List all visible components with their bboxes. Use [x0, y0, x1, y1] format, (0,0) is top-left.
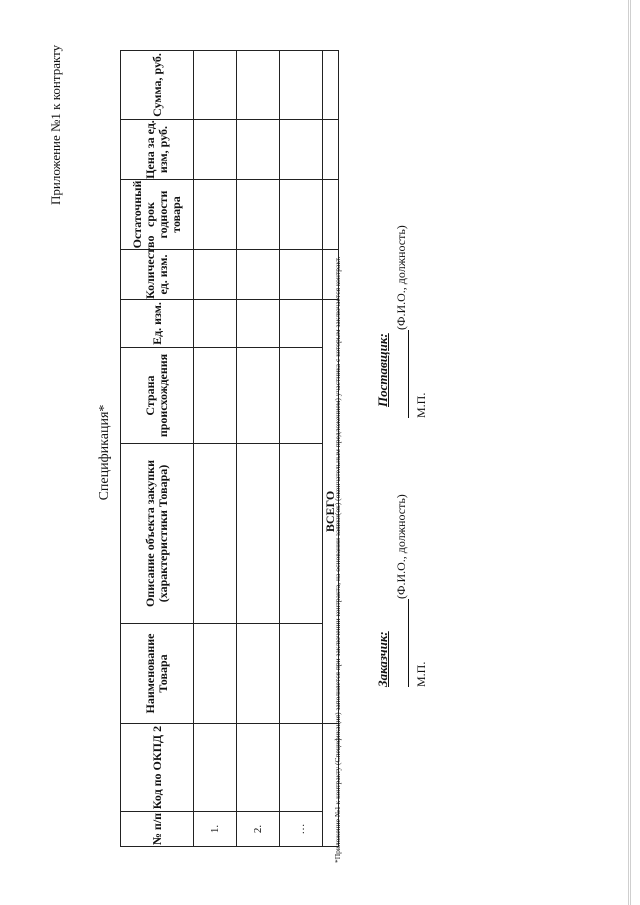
signature-line	[408, 330, 409, 418]
table-cell	[323, 180, 339, 250]
column-header: Описание объекта закупки (характеристики Товара)	[121, 444, 194, 624]
table-cell	[237, 51, 280, 120]
table-cell	[280, 180, 323, 250]
footnote: *Приложение №1 к контракту (Спецификация) заполняется при заключении контракта, на основании заявки(ок) (окончательным предложением) участника с которым заключается контракт.	[333, 256, 342, 863]
column-header: Цена за ед. изм, руб.	[121, 120, 194, 180]
column-header: Код по ОКПД 2	[121, 724, 194, 812]
table-cell	[194, 724, 237, 812]
table-cell	[280, 300, 323, 348]
signature-line	[408, 599, 409, 687]
total-label: ВСЕГО	[323, 300, 339, 724]
supplier-signature	[394, 225, 409, 418]
row-number: …	[280, 812, 323, 847]
table-cell	[194, 444, 237, 624]
table-cell	[194, 624, 237, 724]
column-header: Остаточный срок годности товара	[121, 180, 194, 250]
row-number: 2.	[237, 812, 280, 847]
table-row	[280, 51, 323, 847]
table-cell	[323, 51, 339, 120]
scan-edge-line	[630, 0, 631, 905]
customer-signature	[394, 494, 409, 687]
signature-caption: (Ф.И.О., должность)	[394, 225, 408, 330]
table-cell	[194, 250, 237, 300]
table-cell	[237, 300, 280, 348]
table-cell	[237, 444, 280, 624]
table-cell	[280, 250, 323, 300]
table-cell	[237, 624, 280, 724]
column-header: № п/п	[121, 812, 194, 847]
table-cell	[194, 51, 237, 120]
supplier-stamp: М.П.	[414, 392, 428, 418]
table-cell	[237, 120, 280, 180]
table-cell	[194, 180, 237, 250]
table-row	[237, 51, 280, 847]
column-header: Сумма, руб.	[121, 51, 194, 120]
table-cell	[194, 300, 237, 348]
table-cell	[280, 120, 323, 180]
column-header: Ед. изм.	[121, 300, 194, 348]
table-cell	[194, 348, 237, 444]
document-title: Спецификация*	[97, 404, 112, 501]
table-cell	[280, 51, 323, 120]
row-number: 1.	[194, 812, 237, 847]
table-cell	[280, 348, 323, 444]
specification-table	[120, 50, 339, 847]
table-cell	[237, 250, 280, 300]
scan-edge-line	[628, 0, 629, 905]
table-cell	[280, 444, 323, 624]
customer-label: Заказчик:	[375, 631, 390, 687]
table-cell	[237, 724, 280, 812]
table-cell	[237, 180, 280, 250]
supplier-label: Поставщик:	[375, 333, 390, 407]
table-header-row	[121, 51, 194, 847]
customer-stamp: М.П.	[414, 661, 428, 687]
appendix-label: Приложение №1 к контракту	[48, 44, 63, 205]
table-row	[194, 51, 237, 847]
column-header: Наименование Товара	[121, 624, 194, 724]
table-cell	[280, 724, 323, 812]
column-header: Количество ед. изм.	[121, 250, 194, 300]
table-cell	[237, 348, 280, 444]
table-cell	[280, 624, 323, 724]
signature-caption: (Ф.И.О., должность)	[394, 494, 408, 599]
column-header: Страна происхождения	[121, 348, 194, 444]
table-cell	[323, 120, 339, 180]
table-cell	[194, 120, 237, 180]
